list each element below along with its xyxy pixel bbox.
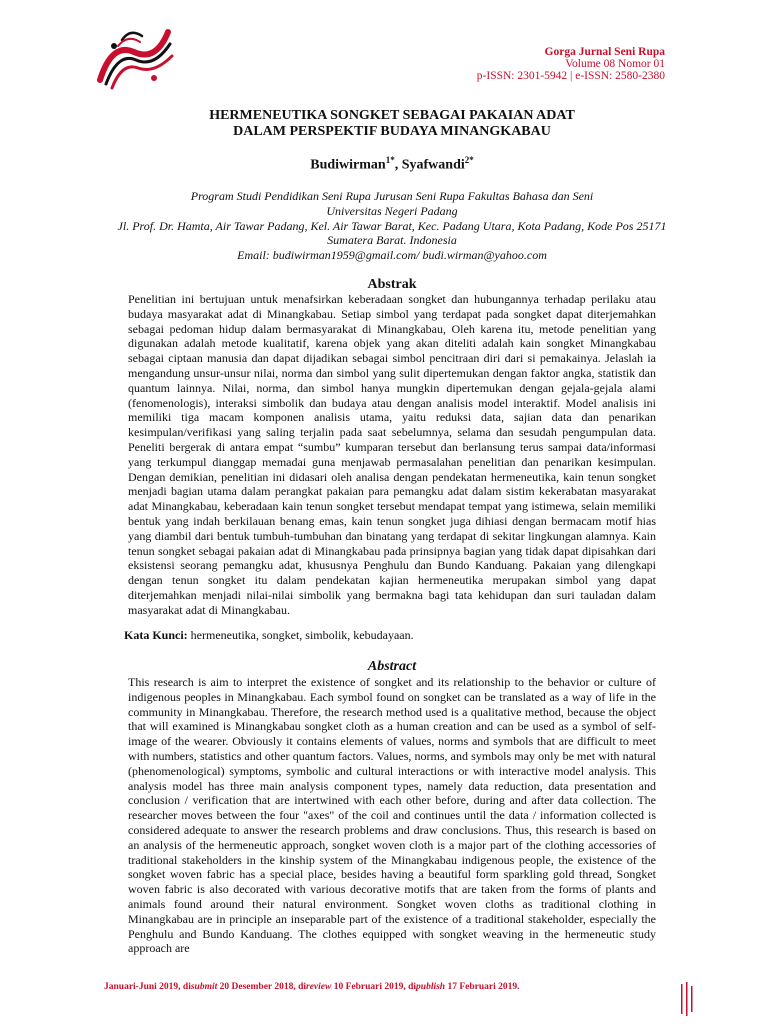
author-1-mark: 1*	[385, 155, 395, 165]
journal-name: Gorga Jurnal Seni Rupa	[544, 46, 665, 58]
affiliation-line: Jl. Prof. Dr. Hamta, Air Tawar Padang, Kel. Air Tawar Barat, Kec. Padang Utara, Kota Padang, Kode Pos 25171	[117, 218, 667, 233]
footer-review: review	[306, 982, 332, 992]
title-line-2: DALAM PERSPEKTIF BUDAYA MINANGKABAU	[233, 124, 551, 139]
keywords-text: hermeneutika, songket, simbolik, kebudayaan.	[187, 628, 414, 642]
footer-publish: publish	[416, 982, 446, 992]
affiliation-line: Universitas Negeri Padang	[326, 203, 458, 218]
abstract-heading: Abstract	[367, 659, 417, 674]
affiliation-line: Sumatera Barat. Indonesia	[327, 233, 457, 248]
journal-info	[477, 46, 665, 82]
author-2: Syafwandi	[401, 157, 465, 173]
footer-text: Januari-Juni 2019, di	[104, 982, 191, 992]
footer-submit: submit	[190, 982, 218, 992]
footer-text: 10 Februari 2019, di	[331, 982, 417, 992]
gorga-ornament-logo	[92, 22, 176, 92]
author-separator: ,	[394, 157, 402, 173]
vertical-bars-mark	[681, 982, 693, 1016]
footer-text: 17 Februari 2019.	[445, 982, 520, 992]
submission-footer	[104, 982, 520, 992]
title-line-1: HERMENEUTIKA SONGKET SEBAGAI PAKAIAN ADAT	[209, 108, 575, 123]
author-2-mark: 2*	[464, 155, 474, 165]
journal-volume: Volume 08 Nomor 01	[565, 58, 665, 70]
abstrak-heading: Abstrak	[367, 277, 417, 292]
affiliation-email: Email: budiwirman1959@gmail.com/ budi.wirman@yahoo.com	[237, 248, 547, 263]
abstrak-text: Penelitian ini bertujuan untuk menafsirkan keberadaan songket dan hubungannya terhadap perilaku atau budaya masyarakat adat di Minangkabau. Setiap simbol yang terdapat pada songket dapat diterjemahkan sebagai pedoman hidup dalam bermasyarakat di Minangkabau, Oleh karena itu, metode penelitian yang digunakan adalah metode kualitatif, karena objek yang akan diteliti adalah kain songket Minangkabau sebagai ciptaan manusia dan dapat dijadikan sebagai simbol pencitraan diri dari si pemakainya. Jelaslah ia mengandung unsur-unsur nilai, norma dan simbol yang sulit dipertemukan dengan faktor angka, statistik dan quantum lainnya. Nilai, norma, dan simbol hanya mungkin dipertemukan dengan gejala-gejala alami (fenomenologis), interaksi simbolik dan budaya atau dengan analisis model interaktif. Model analisis ini memiliki tiga macam komponen analisis utama, yaitu reduksi data, sajian data dan penarikan kesimpulan/verifikasi yang saling terjalin pada saat sebelumnya, selama dan sesudah pengumpulan data. Peneliti bergerak di antara empat “sumbu” kumparan tersebut dan berlansung terus sampai data/informasi yang terkumpul dianggap memadai guna menjawab permasalahan penelitian dan penarikan kesimpulan. Dengan demikian, penelitian ini didasari oleh analisa dengan pendekatan hermeneutika, kain tenun songket menjadi bagian utama dalam perangkat pakaian para pemangku adat dalam sistim kekerabatan masyarakat adat Minangkabau, keberadaan kain tenun songket tersebut mendapat tempat yang istimewa, selain memiliki bentuk yang indah berkilauan benang emas, kain tenun songket juga dihiasi dengan bermacam motif hias yang diambil dari bentuk tumbuh-tumbuhan dan binatang yang terdapat di sekitar lingkungan alamnya. Kain tenun songket sebagai pakaian adat di Minangkabau pada prinsipnya bagian yang tidak dapat dipisahkan dari eksistensi seorang pemangku adat, khususnya Penghulu dan Bundo Kanduang. Pakaian yang dilengkapi dengan tenun songket itu dalam pendekatan kajian hermeneutika merupakan simbol yang dapat diterjemahkan menjadi nilai-nilai simbolik yang bermakna bagi tata kehidupan dan suri tauladan dalam masyarakat adat di Minangkabau.	[128, 292, 656, 617]
affiliation-line: Program Studi Pendidikan Seni Rupa Jurusan Seni Rupa Fakultas Bahasa dan Seni	[190, 189, 594, 203]
keywords	[124, 628, 414, 643]
journal-issn: p-ISSN: 2301-5942 | e-ISSN: 2580-2380	[476, 70, 665, 82]
abstract-text: This research is aim to interpret the existence of songket and its relationship to the behavior or culture of indigenous peoples in Minangkabau. Each symbol found on songket can be translated as a way of life in the community in Minangkabau. Therefore, the research method used is a qualitative method, because the object that will examined is Minangkabau songket cloth as a human creation and can be used as a symbol of self-image of the wearer. Obviously it contains elements of values, norms and symbols that are difficult to meet with numbers, statistics and other quantum factors. Values, norms, and symbols may only be met with natural (phenomenological) symptoms, symbolic and cultural interactions or with interactive model analysis. This analysis model has three main analysis component types, namely data reduction, data presentation and conclusion / verification that are intertwined with each other before, during and after data collection. The researcher moves between the four "axes" of the coil and continues until the data / information collected is considered adequate to answer the research problems and draw conclusions. Thus, this research is based on an analysis of the hermeneutic approach, songket woven cloth is a major part of the clothing accessories of traditional stakeholders in the kinship system of the Minangkabau indigenous people, the existence of the songket woven fabric has a special place, besides having a beautiful form sparkling gold thread, Songket woven fabric is also decorated with various decorative motifs that are taken from the forms of plants and animals found around their natural environment. Songket woven cloths as traditional clothing in Minangkabau are in principle an inseparable part of the existence of a traditional stakeholder, especially the Penghulu and Bundo Kanduang. The clothes equipped with songket weaving in the hermeneutic study approach are	[128, 675, 656, 956]
affiliation	[0, 189, 768, 263]
author-list	[0, 155, 768, 174]
footer-text: 20 Desember 2018, di	[217, 982, 306, 992]
article-title	[0, 108, 768, 140]
author-1: Budiwirman	[310, 157, 386, 173]
keywords-label: Kata Kunci:	[124, 628, 188, 642]
